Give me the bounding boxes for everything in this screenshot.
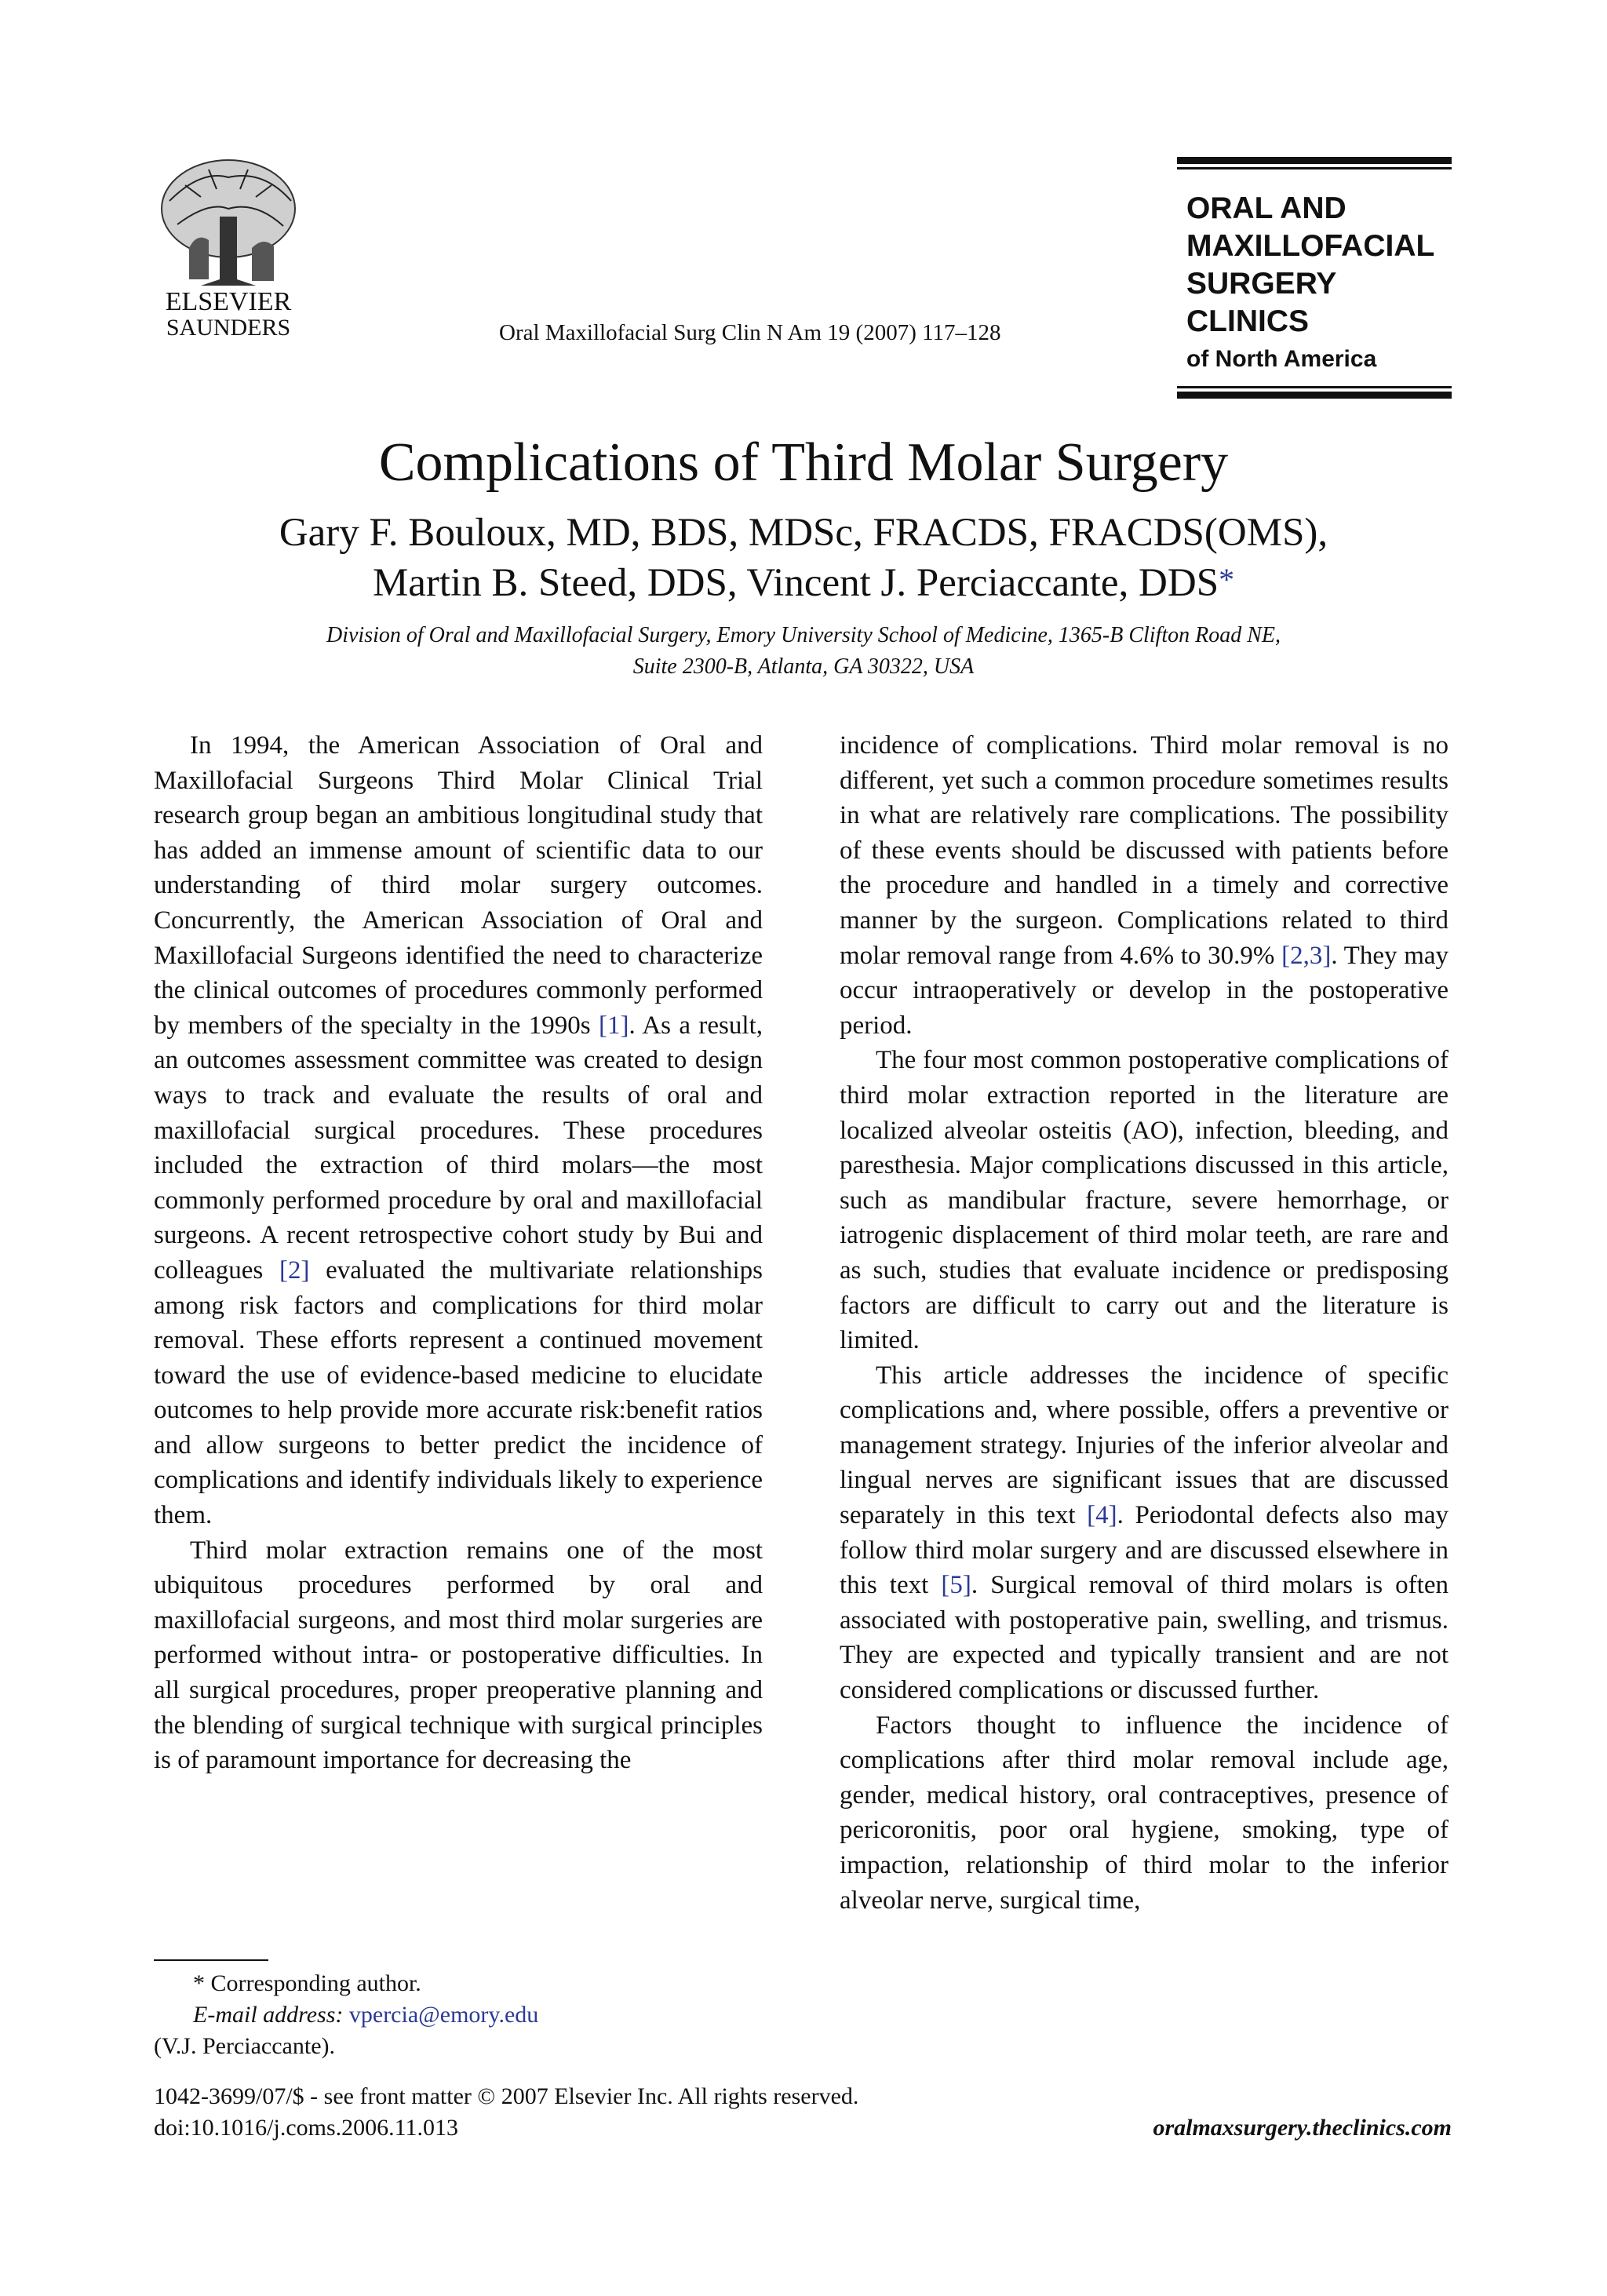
paragraph-text: . As a result, an outcomes assessment committee was created to design ways to track and evaluate the results of oral and maxillofacial surgical procedures. These procedures included the extraction of third molars—the most commonly performed procedure by oral and maxillofacial surgeons. A recent retrospective cohort study by Bui and colleagues: [154, 1011, 763, 1285]
article-title: Complications of Third Molar Surgery: [378, 432, 1229, 493]
imprint-name: SAUNDERS: [166, 315, 291, 341]
reference-link[interactable]: [4]: [1087, 1501, 1117, 1530]
paragraph-text: In 1994, the American Association of Oral and Maxillofacial Surgeons Third Molar Clinical Trial research group began an ambitious longitudinal study that has added an immense amount of scientific data to our understanding of third molar surgery outcomes. Concurrently, the American Association of Oral and Maxillofacial Surgeons identified the need to characterize the clinical outcomes of procedures commonly performed by members of the specialty in the 1990s: [154, 731, 763, 1040]
publisher-name: ELSEVIER: [165, 287, 292, 316]
paragraph-text: . Periodontal defects also may follow third molar surgery and are discussed elsewhere in this text: [840, 1501, 1449, 1600]
doi-link[interactable]: doi:10.1016/j.coms.2006.11.013: [154, 2115, 459, 2141]
body-column-right: [840, 728, 1448, 1918]
body-column-left: [154, 728, 763, 1778]
masthead-top-rule: [1177, 157, 1452, 164]
footnote-divider: [154, 1959, 268, 1961]
paragraph: [154, 728, 763, 1533]
reference-link[interactable]: [2]: [279, 1256, 310, 1285]
copyright-line: 1042-3699/07/$ - see front matter © 2007 Elsevier Inc. All rights reserved.: [154, 2083, 859, 2109]
footnote-email: [193, 1999, 538, 2031]
paragraph: Factors thought to influence the incidence of complications after third molar removal include age, gender, medical history, oral contraceptives, presence of pericoronitis, poor oral hygiene, smoking, type of impaction, relationship of third molar to the inferior alveolar nerve, surgical time,: [840, 1711, 1448, 1915]
journal-name-line: ORAL AND: [1186, 191, 1346, 225]
paragraph: [840, 1358, 1448, 1708]
paragraph: [840, 728, 1448, 1043]
paragraph-text: . Surgical removal of third molars is often associated with postoperative pain, swelling, and trismus. They are expected and typically transient and are not considered complications or discussed further.: [840, 1571, 1448, 1705]
publisher-logo: [154, 154, 303, 341]
elsevier-tree-icon: [154, 154, 303, 287]
journal-citation: Oral Maxillofacial Surg Clin N Am 19 (2007) 117–128: [499, 320, 1001, 345]
paragraph-text: This article addresses the incidence of specific complications and, where possible, offers a preventive or management strategy. Injuries of the inferior alveolar and lingual nerves are significant issues that are discussed separately in this text: [840, 1361, 1448, 1530]
journal-name: [1177, 169, 1452, 345]
email-label: E-mail address:: [193, 2002, 344, 2028]
journal-name-line: SURGERY CLINICS: [1186, 267, 1336, 338]
reference-link[interactable]: [2,3]: [1281, 941, 1332, 970]
email-link[interactable]: vpercia@emory.edu: [348, 2002, 539, 2028]
paragraph-text: evaluated the multivariate relationships among risk factors and complications for third molar removal. These efforts represent a continued movement toward the use of evidence-based medicine to elucidate outcomes to help provide more accurate risk:benefit ratios and allow surgeons to better predict the incidence of complications and identify individuals likely to experience them.: [154, 1256, 763, 1530]
masthead-bottom-rule: [1177, 392, 1452, 399]
paragraph-text: incidence of complications. Third molar removal is no different, yet such a common procedure sometimes results in what are relatively rare complications. The possibility of these events should be discussed with patients before the procedure and handled in a timely and corrective manner by the surgeon. Complications related to third molar removal range from 4.6% to 30.9%: [840, 731, 1448, 970]
reference-link[interactable]: [5]: [941, 1571, 971, 1600]
journal-name-line: MAXILLOFACIAL: [1186, 229, 1435, 263]
affiliation-line: Division of Oral and Maxillofacial Surgery, Emory University School of Medicine, 1365-B Clifton Road NE,: [326, 623, 1281, 647]
affiliation-line: Suite 2300-B, Atlanta, GA 30322, USA: [632, 654, 975, 679]
footnote-name: (V.J. Perciaccante).: [154, 2033, 336, 2059]
journal-subtitle: of North America: [1186, 346, 1377, 372]
paragraph: Third molar extraction remains one of the most ubiquitous procedures performed by oral and maxillofacial surgeons, and most third molar surgeries are performed without intra- or postoperative difficulties. In all surgical procedures, proper preoperative planning and the blending of surgical technique with surgical principles is of paramount importance for decreasing the: [154, 1536, 763, 1775]
author-names: Martin B. Steed, DDS, Vincent J. Perciaccante, DDS: [372, 561, 1219, 605]
paragraph: The four most common postoperative complications of third molar extraction reported in the literature are localized alveolar osteitis (AO), infection, bleeding, and paresthesia. Major complications discussed in this article, such as mandibular fracture, severe hemorrhage, or iatrogenic displacement of third molar teeth, are rare and as such, studies that evaluate incidence or predisposing factors are difficult to carry out and the literature is limited.: [840, 1046, 1448, 1355]
author-line: Gary F. Bouloux, MD, BDS, MDSc, FRACDS, FRACDS(OMS),: [279, 511, 1328, 555]
journal-website-link[interactable]: oralmaxsurgery.theclinics.com: [1153, 2115, 1452, 2141]
corresponding-author-link[interactable]: *: [1219, 562, 1235, 597]
footnote-corresponding: * Corresponding author.: [193, 1970, 421, 1996]
paragraph-text: . They may occur intraoperatively or develop in the postoperative period.: [840, 941, 1449, 1040]
reference-link[interactable]: [1]: [599, 1011, 629, 1040]
author-line: [0, 559, 1607, 607]
journal-masthead: [1177, 157, 1452, 399]
masthead-bottom-thin-rule: [1177, 386, 1452, 388]
